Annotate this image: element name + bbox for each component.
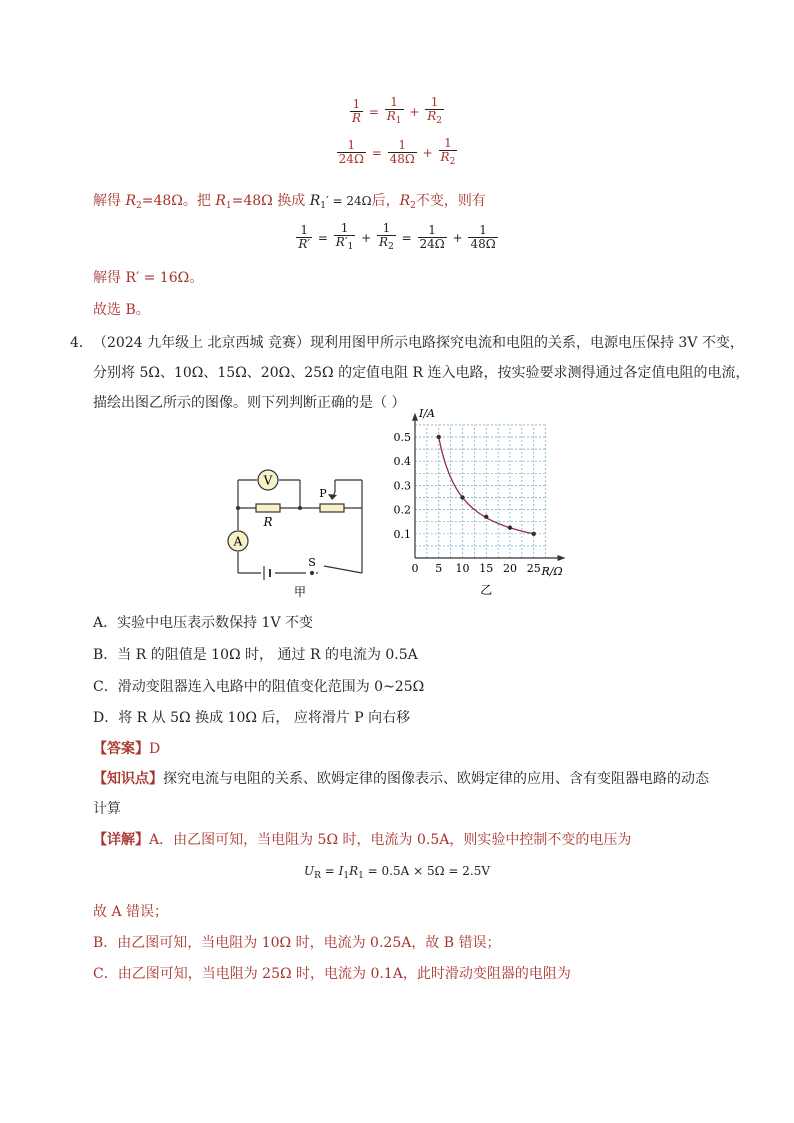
knowledge-tag: 【知识点】 [93, 771, 163, 787]
line-c-analysis: C．由乙图可知，当电阻为 25Ω 时，电流为 0.1A，此时滑动变阻器的电阻为 [93, 966, 571, 982]
answer-line [93, 738, 160, 758]
detail-tag: 【详解】 [93, 832, 149, 848]
x-tick-label: 10 [455, 562, 470, 575]
data-point [508, 526, 512, 530]
knowledge-line-2: 计算 [93, 801, 121, 817]
data-point [460, 495, 464, 499]
detail-text: A．由乙图可知，当电阻为 5Ω 时，电流为 0.5A，则实验中控制不变的电压为 [149, 832, 632, 848]
answer-tag: 【答案】 [93, 741, 149, 757]
chart-caption: 乙 [480, 583, 493, 597]
knowledge-line [93, 768, 709, 788]
x-axis-arrow [558, 555, 566, 561]
question-line-3: 描绘出图乙所示的图像。则下列判断正确的是（ ） [93, 395, 406, 411]
equation-new-total: $\frac{1}{R'}$ = $\frac{1}{R'_1}$ + $\frac{1}{R_2}$ = $\frac{1}{24\Omega}$ + $\frac{1}{48\Omega}$ [298, 221, 496, 253]
choose-line: 故选 B。 [93, 302, 150, 318]
equation-parallel-resistance: $\frac{1}{R}$ = $\frac{1}{R_1}$ + $\frac{1}{R_2}$ [351, 95, 443, 127]
solution-line-r2: 解得 $R_2=48\Omega$。把 $R_1=48\Omega$ 换成 $R_1' = 24\Omega$后，$R_2$不变，则有 [93, 193, 486, 211]
switch-label: S [308, 556, 316, 569]
current-resistance-graph [390, 406, 590, 603]
question-line-1: （2024 九年级上 北京西城 竞赛）现利用图甲所示电路探究电流和电阻的关系，电源电压保持 3V 不变， [93, 335, 744, 351]
x-tick-label: 15 [479, 562, 494, 575]
option-c: C．滑动变阻器连入电路中的阻值变化范围为 0~25Ω [93, 679, 425, 695]
equation-substituted: $\frac{1}{24\Omega}$ = $\frac{1}{48\Omega}$ + $\frac{1}{R_2}$ [338, 136, 456, 168]
y-tick-label: 0.1 [393, 527, 411, 541]
slider-label: P [319, 487, 327, 500]
x-tick-label: 20 [503, 562, 517, 575]
option-d: D．将 R 从 5Ω 换成 10Ω 后， 应将滑片 P 向右移 [93, 710, 411, 726]
y-axis-label: I/A [419, 406, 435, 420]
y-tick-label: 0.4 [393, 455, 411, 469]
detail-line [93, 829, 631, 849]
x-tick-label: 5 [435, 562, 443, 575]
x-tick-label: 25 [526, 562, 541, 575]
circuit-caption: 甲 [293, 585, 307, 599]
option-a: A．实验中电压表示数保持 1V 不变 [93, 615, 314, 631]
circuit-diagram [220, 462, 380, 602]
line-a-wrong: 故 A 错误； [93, 904, 169, 920]
option-b: B．当 R 的阻值是 10Ω 时， 通过 R 的电流为 0.5A [93, 647, 418, 663]
y-tick-label: 0.2 [393, 503, 411, 517]
resistor-label: R [263, 515, 273, 529]
x-axis-label: R/Ω [541, 565, 563, 578]
equation-voltage: $U_R = I_1R_1 = 0.5A \times 5\Omega = 2.5V$ [303, 864, 490, 881]
x-tick-label: 0 [411, 562, 419, 575]
ammeter-label: A [233, 534, 243, 549]
solution-line-r-prime: 解得 R′ = 16Ω。 [93, 270, 204, 286]
question-line-2: 分别将 5Ω、10Ω、15Ω、20Ω、25Ω 的定值电阻 R 连入电路，按实验要求测得通过各定值电阻的电流， [93, 365, 750, 381]
y-tick-label: 0.3 [393, 479, 411, 493]
data-point [532, 532, 536, 536]
question-number: 4． [70, 335, 93, 351]
line-b-analysis: B．由乙图可知，当电阻为 10Ω 时，电流为 0.25A，故 B 错误； [93, 935, 501, 951]
data-point [437, 435, 441, 439]
y-tick-label: 0.5 [393, 431, 411, 444]
knowledge-text: 探究电流与电阻的关系、欧姆定律的图像表示、欧姆定律的应用、含有变阻器电路的动态 [163, 771, 709, 787]
y-axis-arrow [412, 413, 418, 421]
answer-value: D [149, 741, 161, 757]
data-point [484, 515, 488, 519]
voltmeter-label: V [263, 473, 273, 488]
